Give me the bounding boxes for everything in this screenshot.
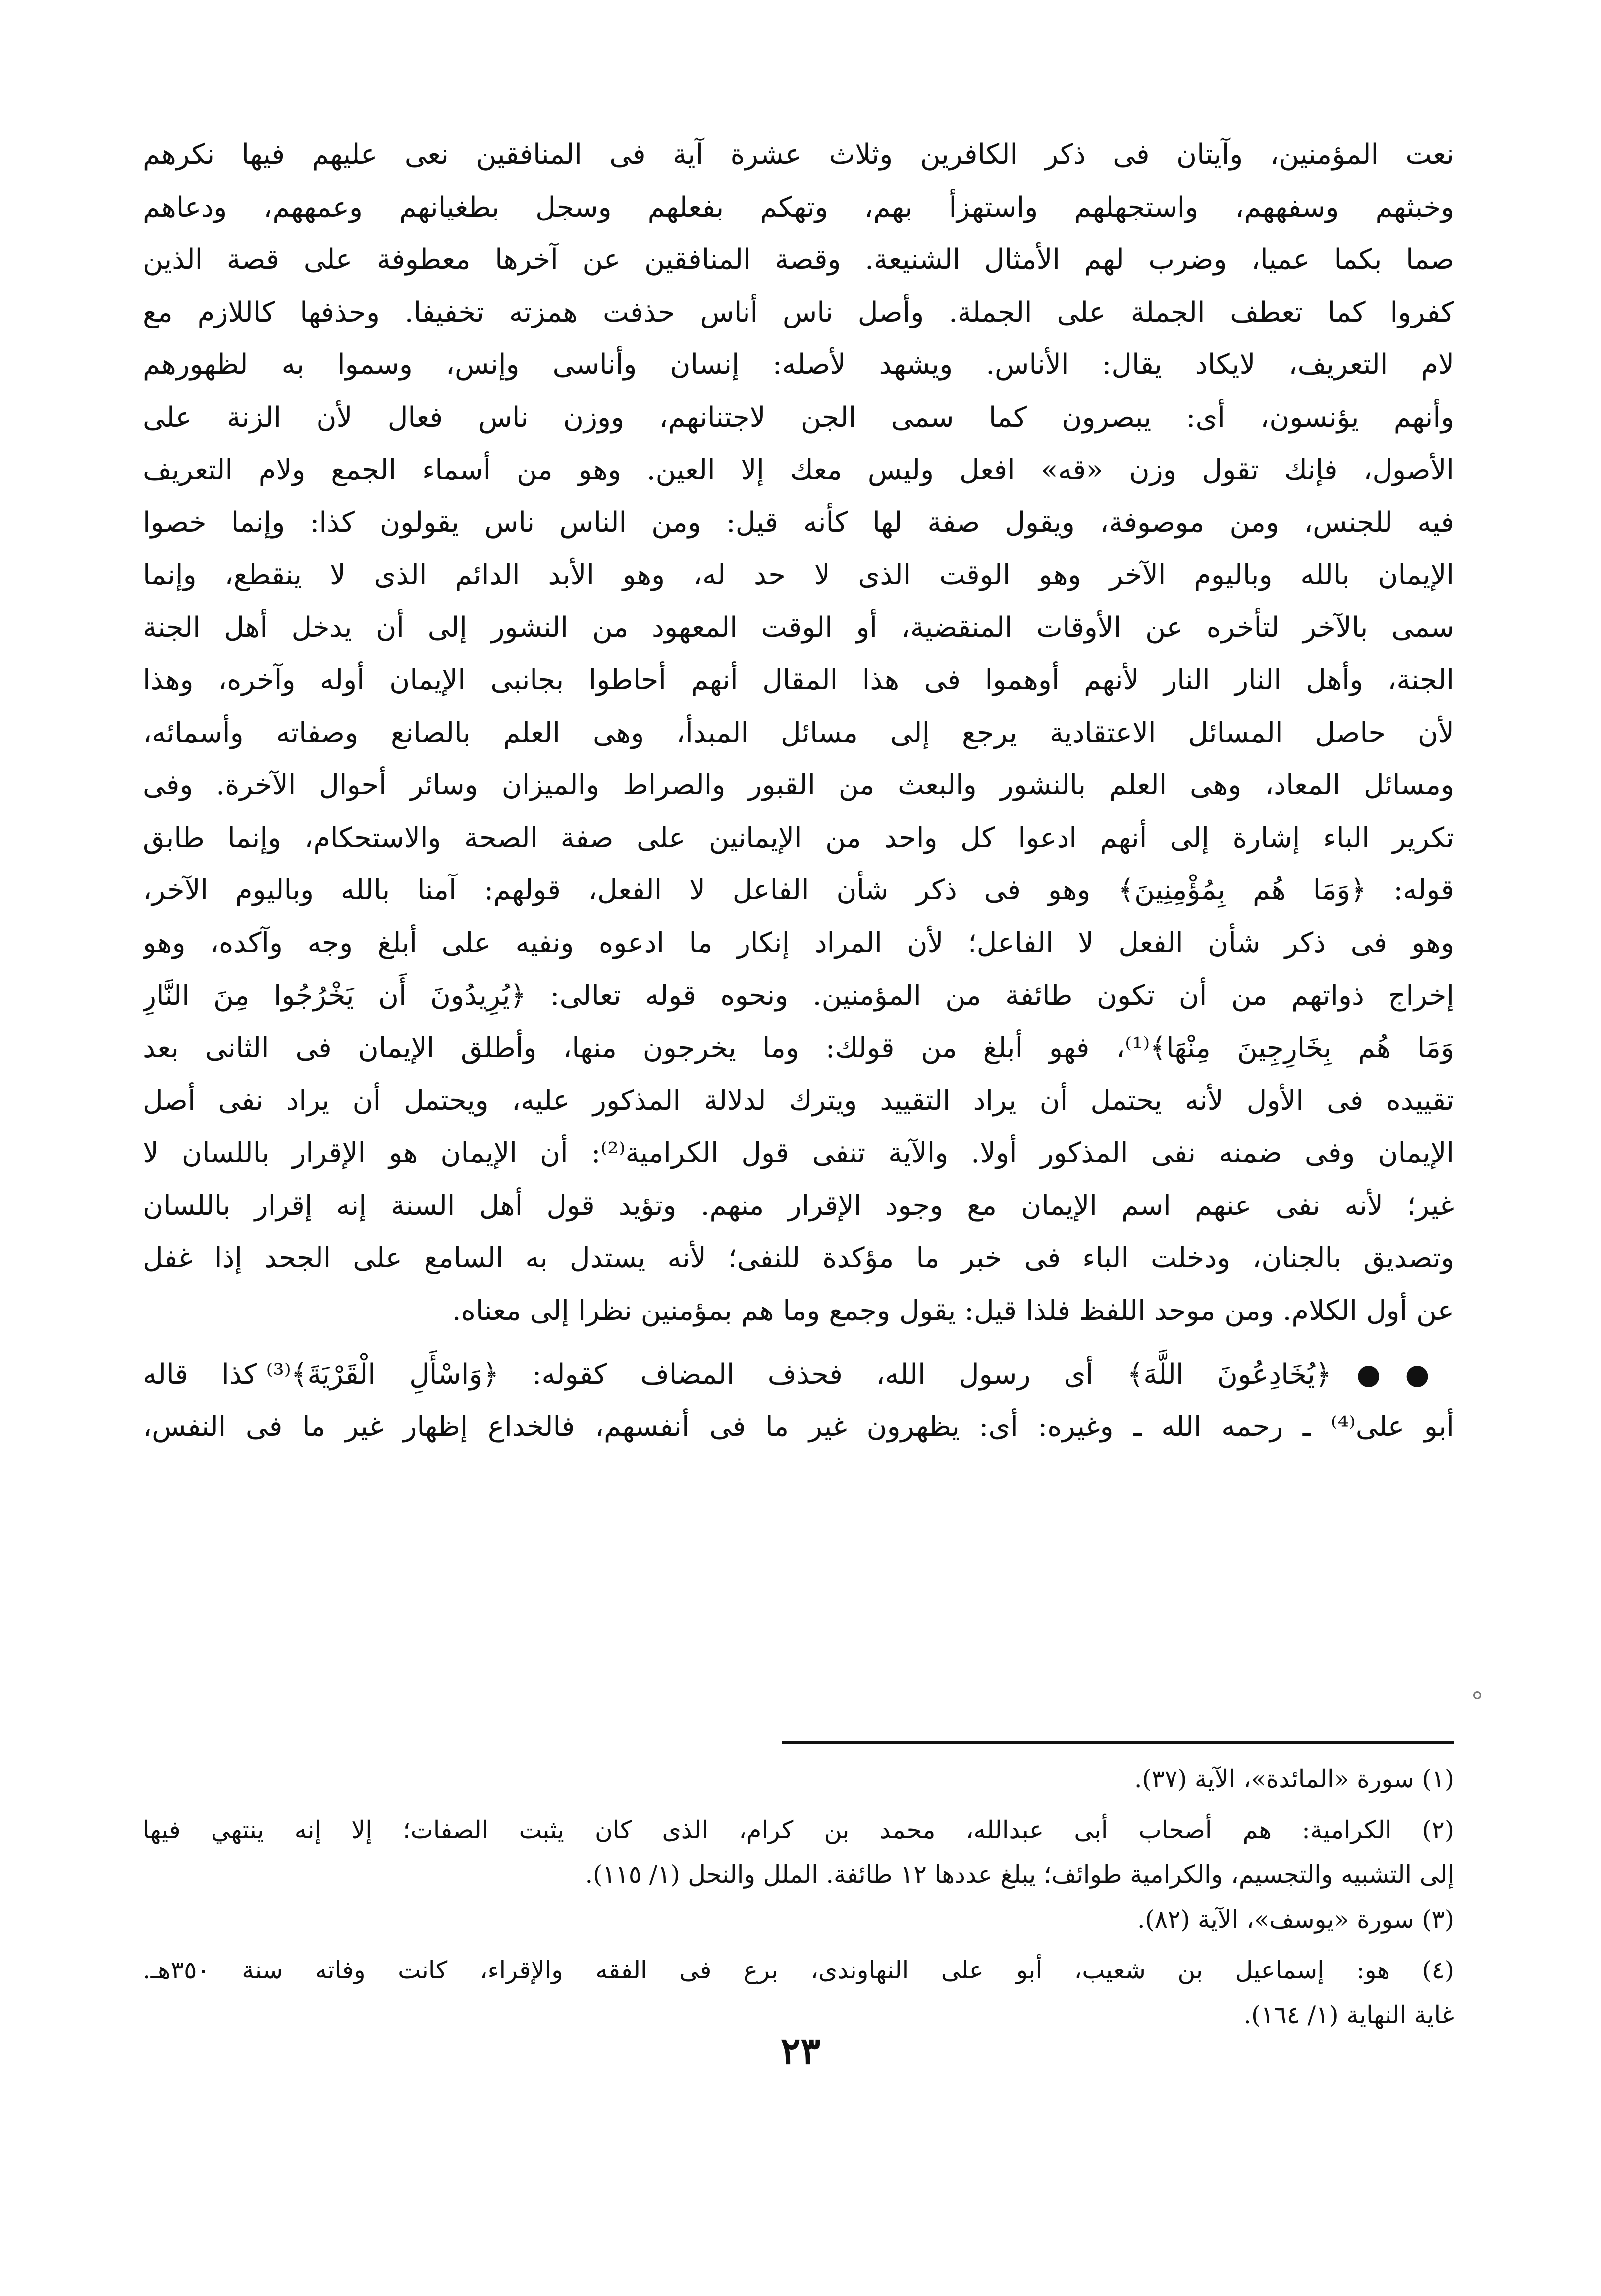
footnote-2-continued: إلى التشبيه والتجسيم، والكرامية طوائف؛ يبلغ عددها ١٢ طائفة. الملل والنحل (١/ ١١٥). [585,1860,1454,1889]
text-line: غير؛ لأنه نفى عنهم اسم الإيمان مع وجود الإقرار منهم. وتؤيد قول أهل السنة إنه إقرار باللسان [143,1189,1454,1222]
text-line: الأصول، فإنك تقول وزن «قه» افعل وليس معك إلا العين. وهو من أسماء الجمع ولام التعريف [143,453,1454,486]
footnote-divider [782,1741,1454,1744]
text-line: نعت المؤمنين، وآيتان فى ذكر الكافرين وثلاث عشرة آية فى المنافقين نعى عليهم فيها نكرهم [143,138,1454,171]
text-line: فيه للجنس، ومن موصوفة، ويقول صفة لها كأنه قيل: ومن الناس ناس يقولون كذا: وإنما خصوا [143,506,1454,539]
paragraph-2 [143,1348,1454,1453]
text-line: لام التعريف، لايكاد يقال: الأناس. ويشهد لأصله: إنسان وأناسى وإنس، وسموا به لظهورهم [143,348,1454,381]
footnote-1: (١) سورة «المائدة»، الآية (٣٧). [1134,1765,1454,1793]
text-line: سمى بالآخر لتأخره عن الأوقات المنقضية، أو الوقت المعهود من النشور إلى أن يدخل أهل الجنة [143,611,1454,644]
text-line: الجنة، وأهل النار النار لأنهم أوهموا فى هذا المقال أنهم أحاطوا بجانبى الإيمان أوله وآخره، وهذا [143,663,1454,696]
text-line: قوله: ﴿وَمَا هُم بِمُؤْمِنِينَ﴾ وهو فى ذكر شأن الفاعل لا الفعل، قولهم: آمنا بالله وباليوم الآخر، [143,874,1454,907]
text-line: ومسائل المعاد، وهى العلم بالنشور والبعث من القبور والصراط والميزان وسائر أحوال الآخرة. وفى [143,769,1454,802]
footnote-3: (٣) سورة «يوسف»، الآية (٨٢). [1137,1905,1454,1934]
main-text [143,128,1454,1453]
text-line: الإيمان بالله وباليوم الآخر وهو الوقت الذى لا حد له، وهو الأبد الدائم الذى لا ينقطع، وإنما [143,558,1454,591]
margin-dot-mark [1473,1691,1481,1699]
text-line: وهو فى ذكر شأن الفعل لا الفاعل؛ لأن المراد إنكار ما ادعوه ونفيه على أبلغ وجه وآكده، وهو [143,926,1454,959]
page-number: ٢٣ [780,2030,821,2073]
footnote-4: (٤) هو: إسماعيل بن شعيب، أبو على النهاوندى، برع فى الفقه والإقراء، كانت وفاته سنة ٣٥٠هـ. [143,1956,1454,1984]
text-line: وأنهم يؤنسون، أى: يبصرون كما سمى الجن لاجتنانهم، ووزن ناس فعال لأن الزنة على [143,401,1454,434]
footnotes [143,1757,1454,2038]
text-line: وخبثهم وسفههم، واستجهلهم واستهزأ بهم، وتهكم بفعلهم وسجل بطغيانهم وعمههم، ودعاهم [143,191,1454,223]
footnote-2: (٢) الكرامية: هم أصحاب أبى عبدالله، محمد بن كرام، الذى كان يثبت الصفات؛ إلا إنه ينتهي فيها [143,1816,1454,1844]
text-line: تقييده فى الأول لأنه يحتمل أن يراد التقييد ويترك لدلالة المذكور عليه، ويحتمل أن يراد نفى أصل [143,1084,1454,1117]
text-line: صما بكما عميا، وضرب لهم الأمثال الشنيعة. وقصة المنافقين عن آخرها معطوفة على قصة الذين [143,243,1454,276]
text-line: لأن حاصل المسائل الاعتقادية يرجع إلى مسائل المبدأ، وهى العلم بالصانع وصفاته وأسمائه، [143,716,1454,749]
text-line: وتصديق بالجنان، ودخلت الباء فى خبر ما مؤكدة للنفى؛ لأنه يستدل به السامع على الجحد إذا غفل [143,1242,1454,1275]
text-line: إخراج ذواتهم من أن تكون طائفة من المؤمنين. ونحوه قوله تعالى: ﴿يُرِيدُونَ أَن يَخْرُجُوا مِنَ النَّارِ [143,979,1454,1012]
text-line: وَمَا هُم بِخَارِجِينَ مِنْهَا﴾⁽¹⁾، فهو أبلغ من قولك: وما يخرجون منها، وأطلق الإيمان فى الثانى بعد [143,1032,1454,1065]
text-line: ●●﴿يُخَادِعُونَ اللَّهَ﴾ أى رسول الله، فحذف المضاف كقوله: ﴿وَاسْأَلِ الْقَرْيَةَ﴾⁽³⁾ كذا قاله [143,1358,1454,1391]
footnote-4-continued: غاية النهاية (١/ ١٦٤). [1243,2001,1454,2029]
text-line: الإيمان وفى ضمنه نفى المذكور أولا. والآية تنفى قول الكرامية⁽²⁾: أن الإيمان هو الإقرار باللسان لا [143,1137,1454,1170]
text-line: عن أول الكلام. ومن موحد اللفظ فلذا قيل: يقول وجمع وما هم بمؤمنين نظرا إلى معناه. [452,1295,1454,1327]
text-line: تكرير الباء إشارة إلى أنهم ادعوا كل واحد من الإيمانين على صفة الصحة والاستحكام، وإنما طابق [143,821,1454,854]
text-line: أبو على⁽⁴⁾ ـ رحمه الله ـ وغيره: أى: يظهرون غير ما فى أنفسهم، فالخداع إظهار غير ما فى النفس، [143,1411,1454,1443]
paragraph-1 [143,128,1454,1337]
text-line: كفروا كما تعطف الجملة على الجملة. وأصل ناس أناس حذفت همزته تخفيفا. وحذفها كاللازم مع [143,296,1454,328]
